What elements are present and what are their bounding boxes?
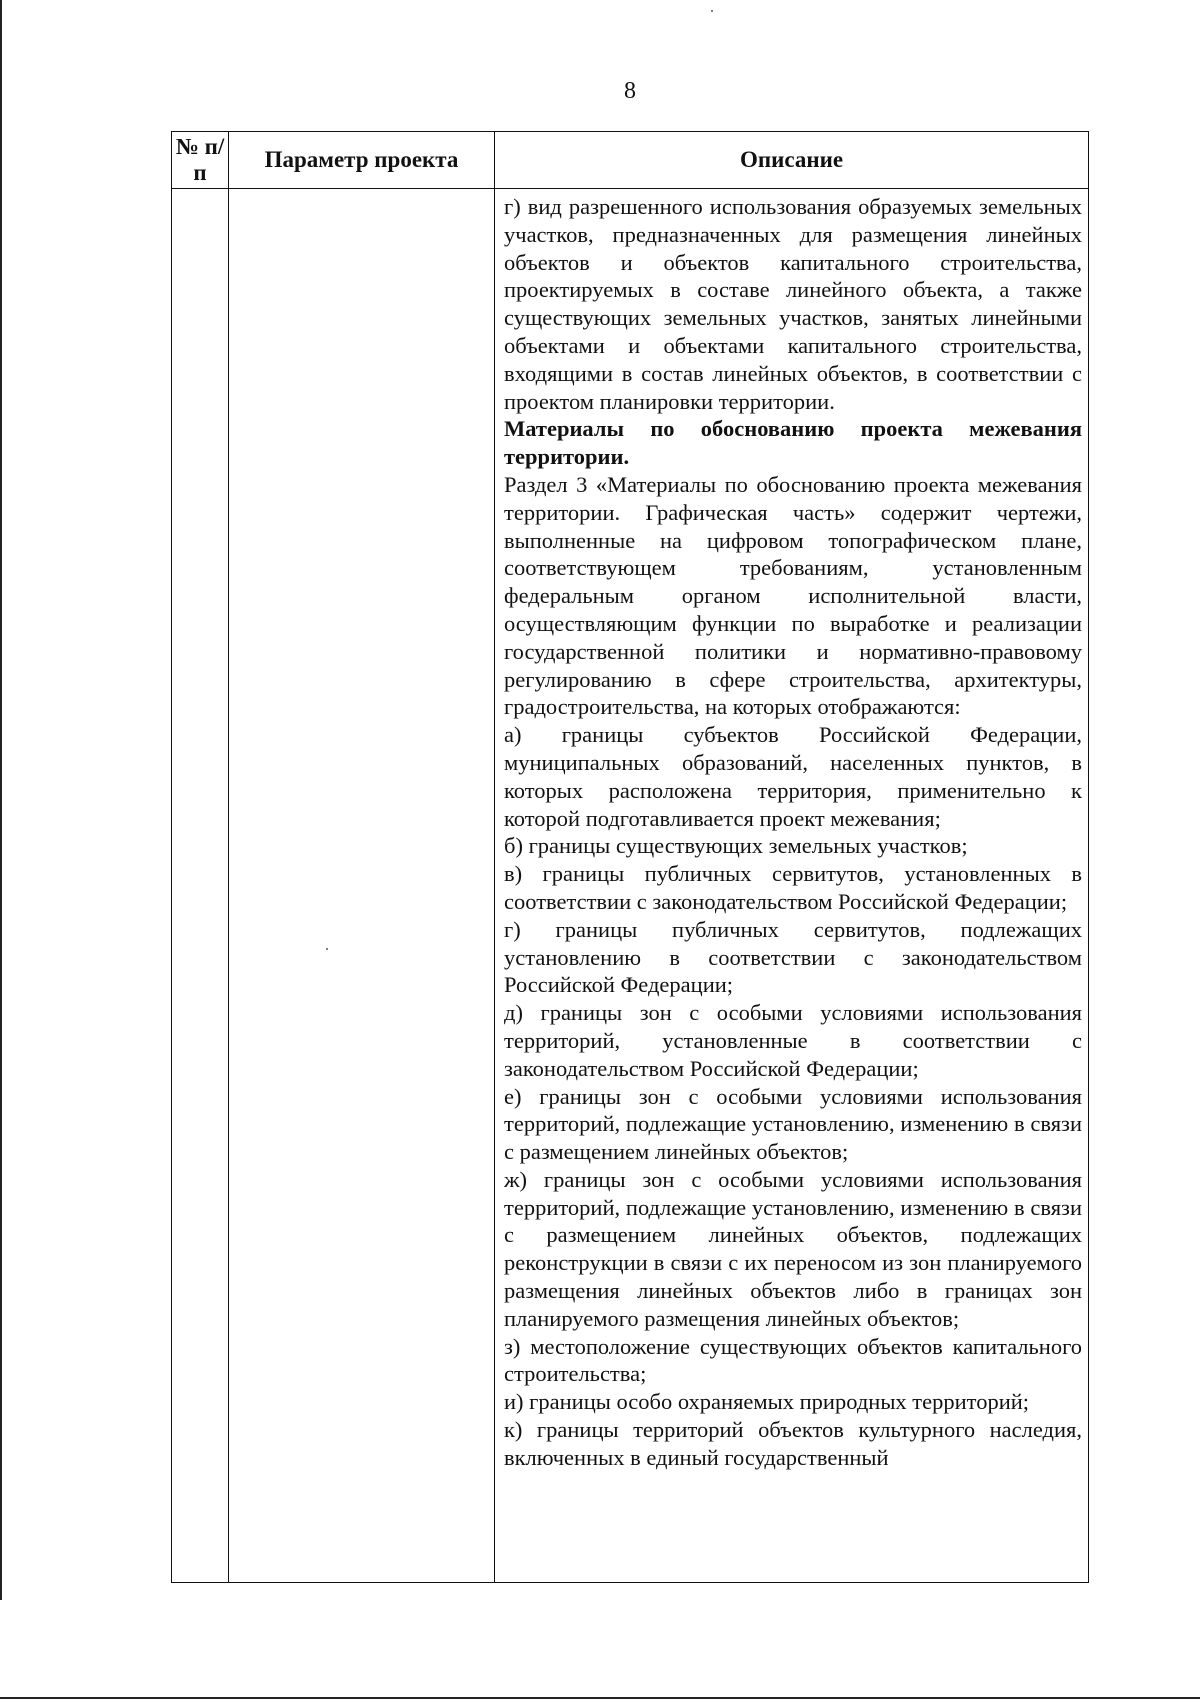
description-paragraph: Раздел 3 «Материалы по обоснованию проекта межевания территории. Графическая часть» содержит чертежи, выполненные на цифровом топографическом плане, соответствующем требованиям, установленным федеральным органом исполнительной власти, осуществляющим функции по выработке и реализации государственной политики и нормативно-правовому регулированию в сфере строительства, архитектуры, градостроительства, на которых отображаются:: [504, 471, 1082, 720]
description-paragraph: з) местоположение существующих объектов капитального строительства;: [504, 1333, 1082, 1387]
description-paragraph: б) границы существующих земельных участков;: [504, 833, 968, 859]
description-paragraph: в) границы публичных сервитутов, установленных в соответствии с законодательством Российской Федерации;: [504, 861, 1082, 914]
description-paragraph: г) границы публичных сервитутов, подлежащих установлению в соответствии с законодательством Российской Федерации;: [504, 916, 1082, 998]
scan-border-bottom: [0, 1697, 1200, 1699]
row-number-cell: [172, 189, 229, 1583]
description-paragraph: а) границы субъектов Российской Федерации, муниципальных образований, населенных пунктов, в которых расположена территория, применительно к которой подготавливается проект межевания;: [504, 722, 1082, 831]
description-paragraph: ж) границы зон с особыми условиями использования территорий, подлежащие установлению, изменению в связи с размещением линейных объектов, подлежащих реконструкции в связи с их переносом из зон планируемого размещения линейных объектов либо в границах зон планируемого размещения линейных объектов;: [504, 1166, 1082, 1331]
scan-border-left: [0, 0, 2, 1600]
column-header-number: № п/п: [172, 132, 229, 189]
project-parameters-table: [171, 131, 1089, 1583]
scan-speck: [711, 10, 713, 12]
description-paragraphs: [504, 193, 1082, 1472]
table-header-row: [172, 132, 1089, 189]
row-parameter-cell: [229, 189, 495, 1583]
row-description-cell: [495, 189, 1089, 1583]
description-paragraph: г) вид разрешенного использования образуемых земельных участков, предназначенных для размещения линейных объектов и объектов капитального строительства, проектируемых в составе линейного объекта, а также существующих земельных участков, занятых линейными объектами и объектами капитального строительства, входящими в состав линейных объектов, в соответствии с проектом планировки территории.: [504, 194, 1082, 414]
description-paragraph: е) границы зон с особыми условиями использования территорий, подлежащие установлению, изменению в связи с размещением линейных объектов;: [504, 1083, 1082, 1165]
description-paragraph: д) границы зон с особыми условиями использования территорий, установленные в соответствии с законодательством Российской Федерации;: [504, 1000, 1082, 1081]
column-header-description: Описание: [495, 132, 1089, 189]
page-number: 8: [624, 78, 636, 104]
description-paragraph: и) границы особо охраняемых природных территорий;: [504, 1389, 1030, 1415]
description-paragraph: к) границы территорий объектов культурного наследия, включенных в единый государственный: [504, 1417, 1082, 1470]
table-row: [172, 189, 1089, 1583]
column-header-parameter: Параметр проекта: [229, 132, 495, 189]
description-subheading: Материалы по обоснованию проекта межевания территории.: [504, 416, 1082, 470]
